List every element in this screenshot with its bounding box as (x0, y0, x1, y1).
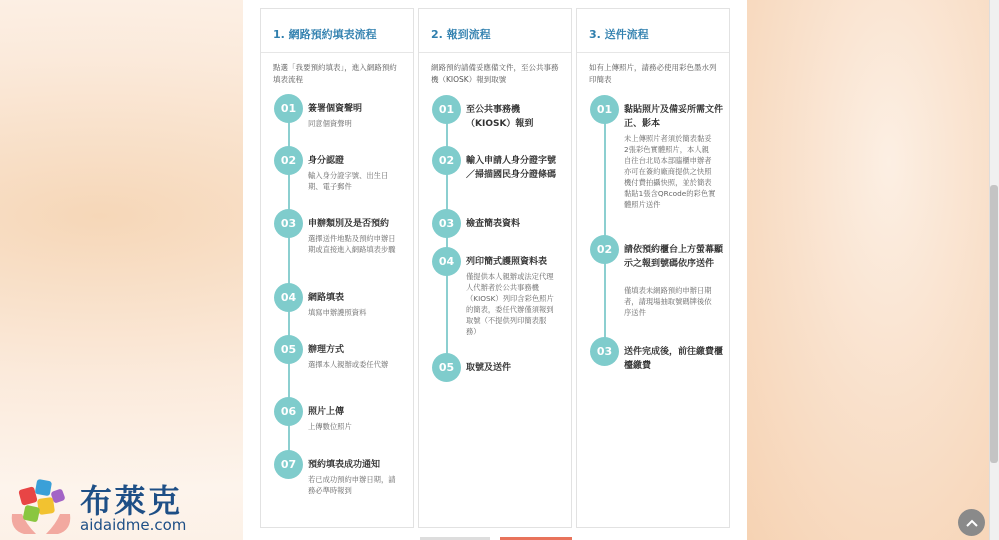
step-title: 身分認證 (308, 156, 345, 166)
step-number: 04 (432, 247, 461, 276)
step-title: 網路填表 (308, 293, 345, 303)
step-number: 01 (590, 95, 619, 124)
step-title: 輸入申請人身分證字號／掃描國民身分證條碼 (466, 156, 557, 180)
step-desc: 未上傳照片者須於簡表黏妥2張彩色實體照片，本人親自往台北局本部臨櫃申辦者亦可在簽約廠商提供之快照機付費拍攝快照，並於簡表黏貼1張含QRcode的彩色實體照片送件 (624, 134, 716, 209)
step-number: 03 (432, 209, 461, 238)
step-desc: 僅填表未網路預約申辦日期者，請現場抽取號碼牌後依序送件 (624, 286, 712, 317)
card-header (261, 9, 413, 53)
step-title: 黏貼照片及備妥所需文件正、影本 (624, 105, 724, 129)
step-number: 04 (274, 283, 303, 312)
step-number: 01 (432, 95, 461, 124)
step-number: 03 (590, 337, 619, 366)
card-header (577, 9, 729, 53)
card-intro: 點選「我要預約填表」，進入網路預約填表流程 (273, 63, 397, 84)
card-title: 1. 網路預約填表流程 (273, 28, 377, 41)
step-title: 送件完成後，前往繳費櫃檯繳費 (624, 347, 724, 371)
chevron-up-icon (966, 519, 978, 527)
step-number: 05 (432, 353, 461, 382)
step-desc: 僅提供本人親辦或法定代理人代辦者於公共事務機（KIOSK）列印含彩色照片的簡表，委任代辦僅須報到取號（不提供列印簡表服務） (466, 272, 554, 336)
step-desc: 上傳數位照片 (308, 422, 352, 431)
step-desc: 選擇送件地點及預約申辦日期或直接進入網路填表步驟 (308, 234, 396, 254)
step-desc: 若已成功預約申辦日期，請務必準時報到 (308, 475, 396, 495)
back-to-top-button[interactable] (958, 509, 985, 536)
step-title: 辦理方式 (308, 345, 345, 355)
process-card-submission (576, 8, 730, 528)
main-content (243, 0, 747, 540)
timeline-line (604, 112, 606, 352)
page-scrollbar[interactable] (989, 0, 999, 540)
background-right (739, 0, 989, 540)
step-title: 檢查簡表資料 (466, 219, 521, 229)
card-header (419, 9, 571, 53)
step-desc: 選擇本人親辦或委任代辦 (308, 360, 389, 369)
card-title: 3. 送件流程 (589, 28, 649, 41)
process-card-check-in (418, 8, 572, 528)
step-number: 02 (432, 146, 461, 175)
step-desc: 填寫申辦護照資料 (308, 308, 367, 317)
step-number: 02 (274, 146, 303, 175)
step-title: 請依預約櫃台上方螢幕顯示之報到號碼依序送件 (624, 245, 724, 269)
step-number: 06 (274, 397, 303, 426)
watermark-logo (8, 474, 208, 536)
step-number: 01 (274, 94, 303, 123)
step-desc: 同意個資聲明 (308, 119, 352, 128)
step-title: 至公共事務機（KIOSK）報到 (466, 105, 534, 129)
step-title: 照片上傳 (308, 407, 345, 417)
card-title: 2. 報到流程 (431, 28, 491, 41)
card-intro: 如有上傳照片，請務必使用彩色墨水列印簡表 (589, 63, 717, 84)
step-title: 申辦類別及是否預約 (308, 219, 390, 229)
step-desc: 輸入身分證字號、出生日期、電子郵件 (308, 171, 389, 191)
step-number: 07 (274, 450, 303, 479)
process-card-online-booking (260, 8, 414, 528)
watermark-title: 布萊克 (80, 482, 183, 520)
puzzle-hands-icon (8, 474, 74, 536)
step-title: 列印簡式護照資料表 (466, 257, 548, 267)
scrollbar-thumb[interactable] (990, 185, 998, 463)
step-title: 簽署個資聲明 (308, 104, 363, 114)
watermark-subtitle: aidaidme.com (80, 516, 187, 534)
step-title: 預約填表成功通知 (308, 460, 381, 470)
step-number: 02 (590, 235, 619, 264)
step-number: 03 (274, 209, 303, 238)
card-intro: 網路預約請備妥應備文件，至公共事務機（KIOSK）報到取號 (431, 63, 559, 84)
step-number: 05 (274, 335, 303, 364)
step-title: 取號及送件 (466, 363, 512, 373)
